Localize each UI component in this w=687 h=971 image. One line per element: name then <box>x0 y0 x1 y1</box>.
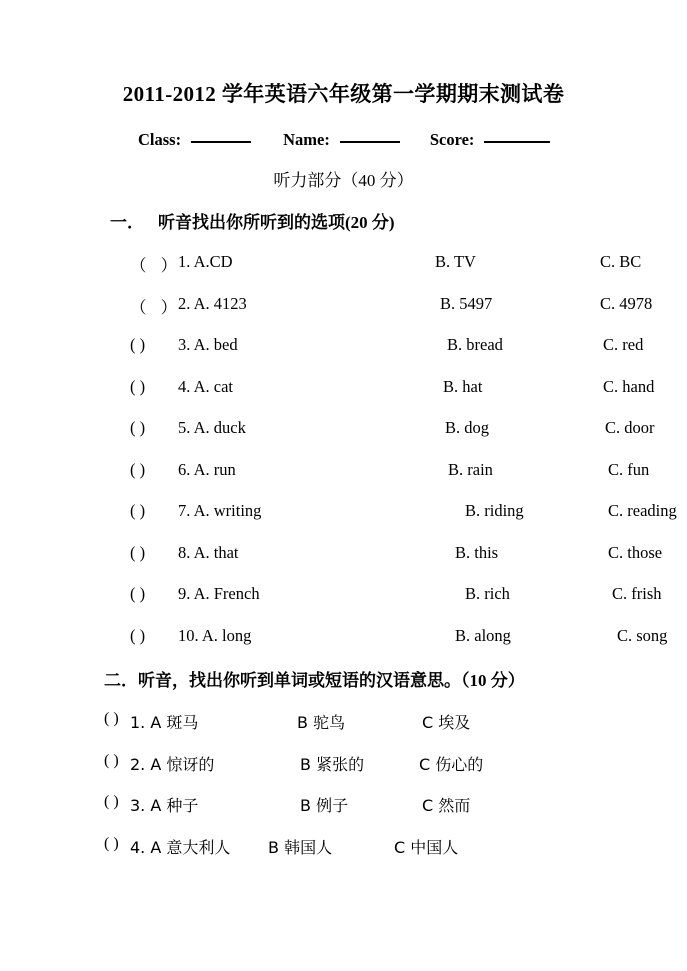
table-row <box>130 418 670 448</box>
section-one-number: 一． <box>110 213 144 232</box>
option-c[interactable]: C. red <box>603 335 644 354</box>
option-b[interactable]: B. this <box>455 542 499 562</box>
answer-bracket[interactable]: ( ) <box>104 710 119 727</box>
answer-bracket[interactable]: ( ) <box>130 459 146 479</box>
option-c[interactable]: C. 4978 <box>600 293 653 313</box>
answer-bracket[interactable]: ( ) <box>130 584 146 603</box>
option-a[interactable]: 5. A. duck <box>178 418 246 437</box>
option-b[interactable]: B 紧张的 <box>300 754 365 774</box>
table-row <box>130 584 670 614</box>
table-row <box>130 626 670 656</box>
answer-bracket[interactable]: ( ) <box>130 376 146 396</box>
option-a[interactable]: 6. A. run <box>178 459 236 479</box>
table-row <box>130 543 670 573</box>
option-c[interactable]: C 中国人 <box>394 837 459 857</box>
option-a[interactable]: 3. A 种子 <box>130 796 199 815</box>
table-row <box>130 501 677 531</box>
score-label: Score: <box>429 130 475 149</box>
option-b[interactable]: B. bread <box>447 335 503 354</box>
table-row <box>104 752 664 782</box>
option-a[interactable]: 1. A.CD <box>178 252 233 271</box>
table-row <box>130 252 670 282</box>
option-b[interactable]: B. rich <box>465 584 510 603</box>
option-a[interactable]: 3. A. bed <box>178 335 238 354</box>
option-c[interactable]: C 埃及 <box>422 713 471 732</box>
table-row <box>130 460 670 490</box>
option-a[interactable]: 1. A 斑马 <box>130 713 199 732</box>
option-b[interactable]: B. hat <box>443 376 483 396</box>
option-a[interactable]: 4. A. cat <box>178 376 233 396</box>
answer-bracket[interactable]: ( ) <box>130 542 146 562</box>
option-b[interactable]: B. dog <box>445 418 490 437</box>
option-b[interactable]: B 驼鸟 <box>297 713 346 732</box>
option-c[interactable]: C. door <box>605 418 655 437</box>
answer-bracket[interactable]: ( ) <box>130 418 146 437</box>
score-field <box>430 130 551 150</box>
option-a[interactable]: 9. A. French <box>178 584 260 603</box>
option-c[interactable]: C 伤心的 <box>419 754 484 774</box>
option-c[interactable]: C. reading <box>608 501 677 520</box>
name-field <box>283 130 400 150</box>
option-a[interactable]: 2. A. 4123 <box>178 293 247 313</box>
option-c[interactable]: C. those <box>608 542 663 562</box>
class-input-blank[interactable] <box>191 141 251 143</box>
option-a[interactable]: 4. A 意大利人 <box>130 837 231 857</box>
score-input-blank[interactable] <box>484 141 550 143</box>
option-b[interactable]: B 例子 <box>300 796 349 815</box>
option-c[interactable]: C. fun <box>608 459 650 479</box>
answer-bracket[interactable]: ( ) <box>104 751 119 769</box>
option-b[interactable]: B. riding <box>465 501 524 520</box>
class-field <box>138 130 251 150</box>
answer-bracket[interactable]: ( ) <box>130 335 146 354</box>
table-row <box>104 793 664 823</box>
answer-bracket[interactable]: （ ） <box>130 297 183 317</box>
table-row <box>104 835 664 865</box>
option-b[interactable]: B. TV <box>435 252 476 271</box>
option-a[interactable]: 2. A 惊讶的 <box>130 754 215 774</box>
option-c[interactable]: C. BC <box>600 252 642 271</box>
name-label: Name: <box>283 130 330 149</box>
option-c[interactable]: C 然而 <box>422 796 471 815</box>
section-one-title: 听音找出你所听到的选项(20 分) <box>158 213 395 232</box>
option-c[interactable]: C. frish <box>612 584 662 603</box>
option-c[interactable]: C. song <box>617 625 668 645</box>
page-title: 2011-2012 学年英语六年级第一学期期末测试卷 <box>122 82 565 106</box>
option-a[interactable]: 7. A. writing <box>178 501 262 520</box>
section-one-heading <box>110 208 395 233</box>
section-two-heading <box>104 666 525 691</box>
table-row <box>130 377 670 407</box>
option-b[interactable]: B. along <box>455 625 511 645</box>
option-a[interactable]: 10. A. long <box>178 625 252 645</box>
table-row <box>130 294 670 324</box>
name-input-blank[interactable] <box>340 141 400 143</box>
section-two-title: 听音，找出你听到单词或短语的汉语意思。（10 分） <box>138 671 525 690</box>
option-c[interactable]: C. hand <box>603 376 655 396</box>
option-b[interactable]: B. rain <box>448 459 493 479</box>
answer-bracket[interactable]: ( ) <box>130 625 146 645</box>
student-info-row <box>138 130 550 150</box>
table-row <box>130 335 670 365</box>
option-b[interactable]: B 韩国人 <box>268 837 333 857</box>
answer-bracket[interactable]: （ ） <box>130 256 183 275</box>
answer-bracket[interactable]: ( ) <box>130 501 146 520</box>
listening-part-header: 听力部分（40 分） <box>273 171 414 190</box>
class-label: Class: <box>138 130 182 149</box>
option-a[interactable]: 8. A. that <box>178 542 239 562</box>
answer-bracket[interactable]: ( ) <box>104 834 119 852</box>
section-two-number: 二． <box>104 671 138 690</box>
answer-bracket[interactable]: ( ) <box>104 793 119 810</box>
table-row <box>104 710 664 740</box>
option-b[interactable]: B. 5497 <box>440 293 493 313</box>
